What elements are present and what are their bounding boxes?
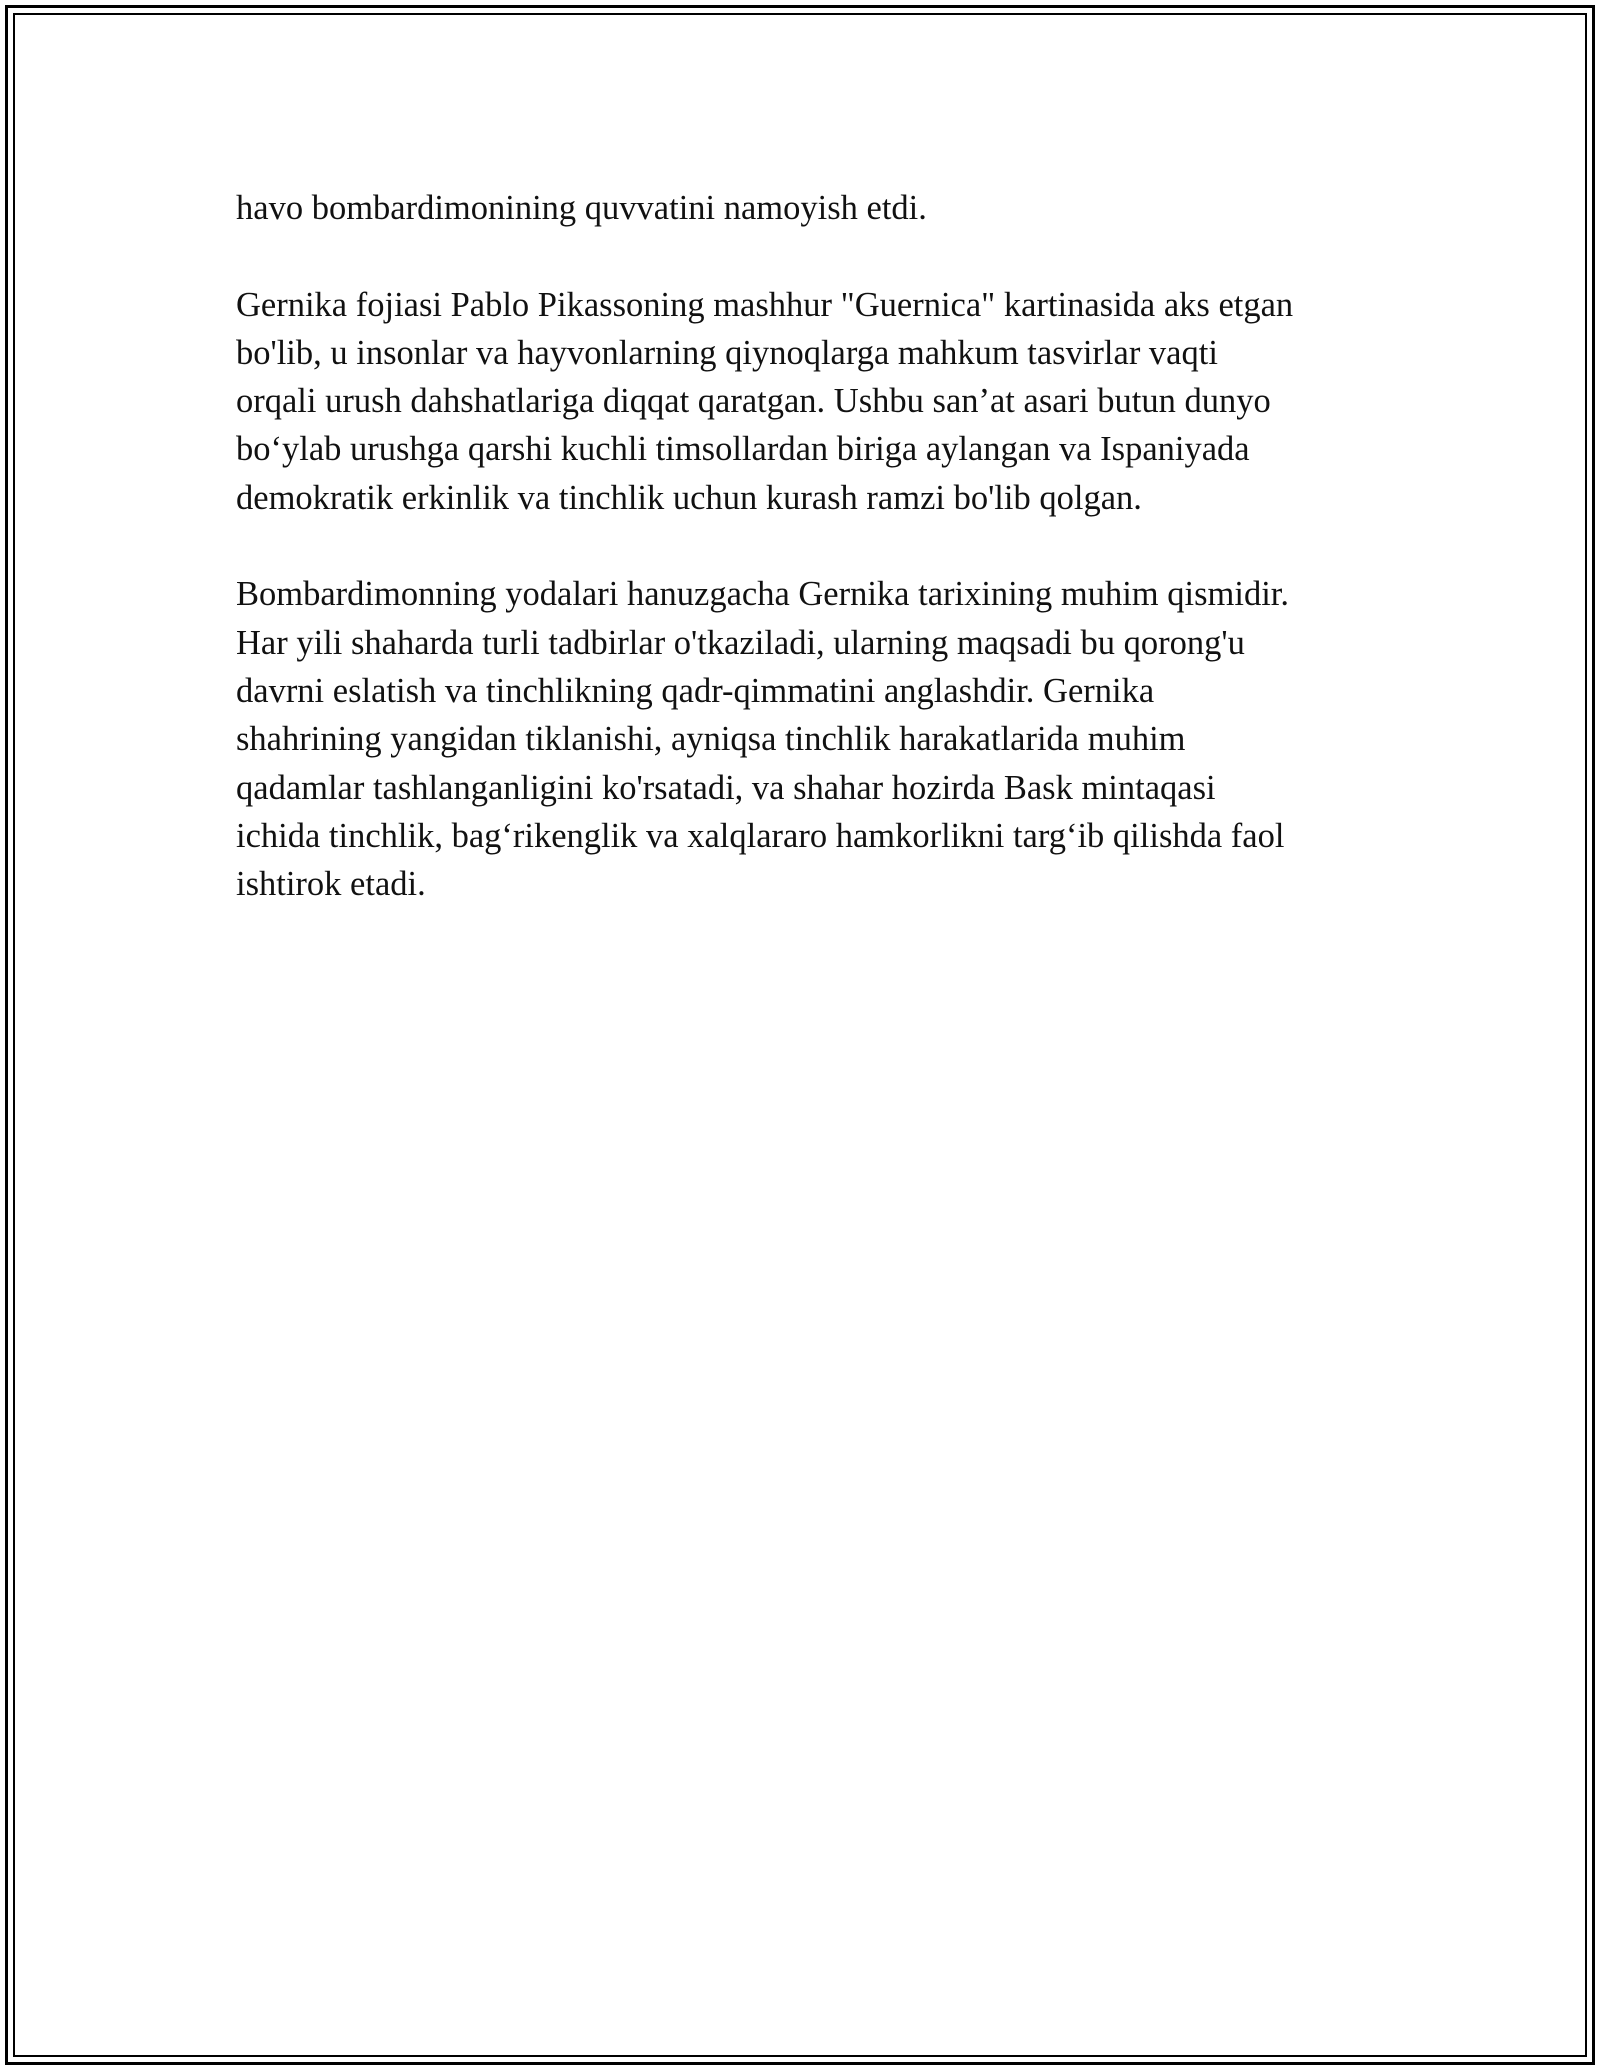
paragraph-1: havo bombardimonining quvvatini namoyish etdi. [236, 189, 927, 227]
document-body [236, 184, 1366, 957]
paragraph-3: Bombardimonning yodalari hanuzgacha Gernika tarixining muhim qismidir. Har yili shaharda turli tadbirlar o'tkaziladi, ularning maqsadi bu qorong'u davrni eslatish va tinchlikning qadr-qimmatini anglashdir. Gernika shahrining yangidan tiklanishi, ayniqsa tinchlik harakatlarida muhim qadamlar tashlanganligini ko'rsatadi, va shahar hozirda Bask mintaqasi ichida tinchlik, bag‘rikenglik va xalqlararo hamkorlikni targ‘ib qilishda faol ishtirok etadi. [236, 575, 1289, 904]
paragraph-2: Gernika fojiasi Pablo Pikassoning mashhur "Guernica" kartinasida aks etgan bo'lib, u insonlar va hayvonlarning qiynoqlarga mahkum tasvirlar vaqti orqali urush dahshatlariga diqqat qaratgan. Ushbu san’at asari butun dunyo bo‘ylab urushga qarshi kuchli timsollardan biriga aylangan va Ispaniyada demokratik erkinlik va tinchlik uchun kurash ramzi bo'lib qolgan. [236, 285, 1294, 517]
